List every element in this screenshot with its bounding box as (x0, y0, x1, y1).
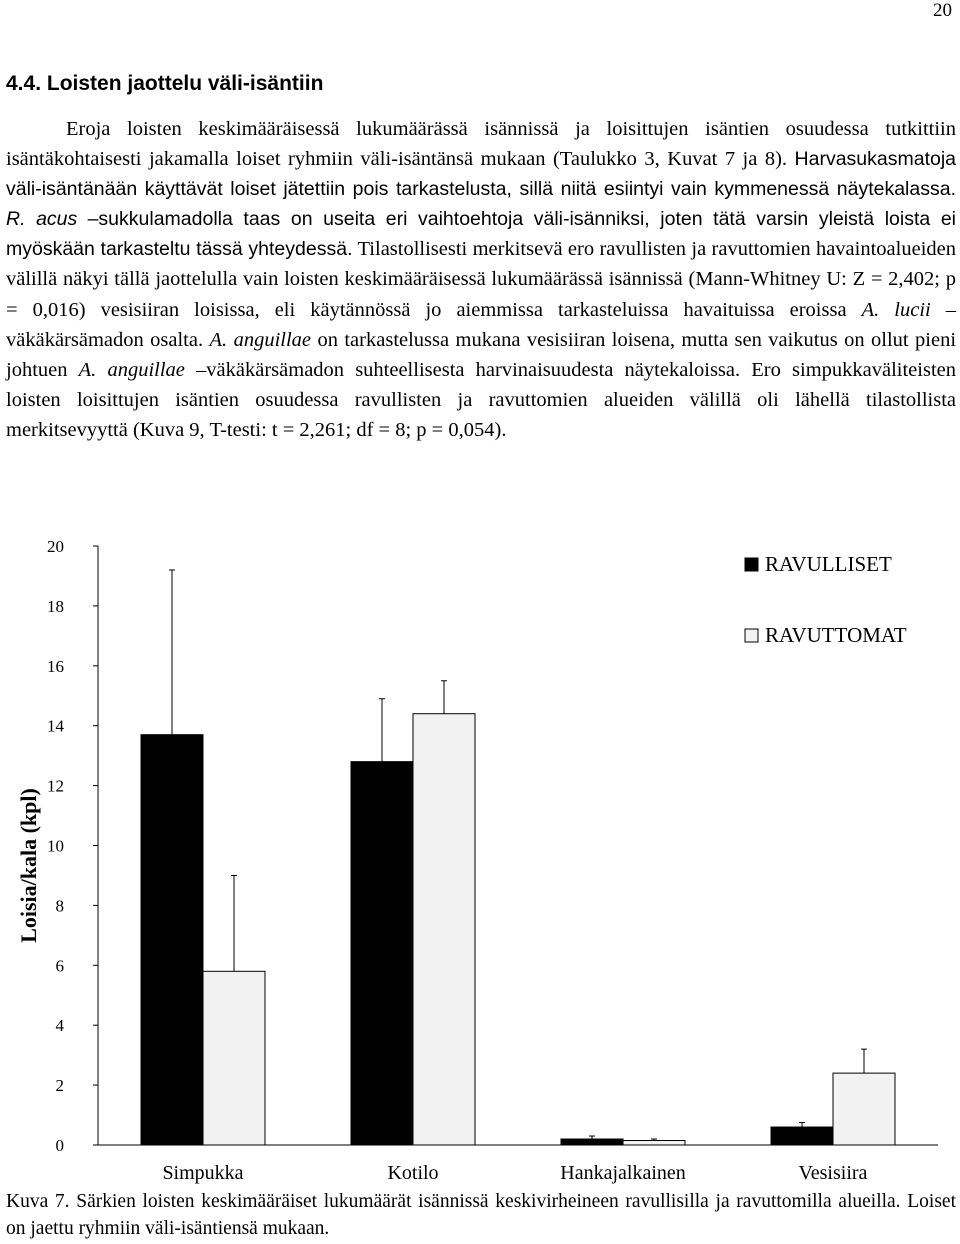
y-tick-label: 12 (47, 776, 64, 796)
y-tick-label: 0 (55, 1136, 64, 1155)
section-heading: 4.4. Loisten jaottelu väli-isäntiin (6, 72, 324, 95)
y-tick-label: 10 (47, 836, 64, 856)
species-a-anguillae-2: A. anguillae (78, 358, 185, 381)
bar-ravulliset-simpukka (141, 735, 203, 1145)
species-a-anguillae: A. anguillae (209, 328, 312, 351)
legend-swatch (745, 558, 758, 571)
sentence-4: Tilastollisesti merkitsevä ero ravullisten ja ravuttomien havaintoalueiden välillä näkyi tällä jaottelulla vain loisten keskimääräisessä lukumäärässä isännissä (Mann-Whitney U: Z = 2,402; p = 0,016) vesisiiran loisissa, eli käytännössä jo aiemmissa tarkasteluissa havaituissa eroissa (6, 238, 956, 321)
species-a-lucii: A. lucii (861, 298, 931, 321)
y-tick-label: 18 (47, 596, 64, 616)
page-number: 20 (933, 0, 952, 21)
y-tick-label: 20 (47, 537, 64, 556)
bar-ravulliset-kotilo (351, 762, 413, 1145)
legend-label: RAVULLISET (765, 552, 892, 576)
bar-ravuttomat-hankajalkainen (623, 1141, 685, 1145)
y-tick-label: 4 (55, 1016, 64, 1036)
legend-label: RAVUTTOMAT (765, 623, 907, 647)
x-category-label: Kotilo (387, 1162, 439, 1184)
sentence-4-end: –väkäkärsämadon osalta. (6, 298, 957, 351)
x-category-label: Hankajalkainen (560, 1162, 686, 1184)
sentence-5-end: –väkäkärsämadon suhteellisesta harvinaisuudesta näytekaloissa. (196, 358, 741, 381)
x-category-label: Vesisiira (798, 1162, 868, 1184)
y-axis-label: Loisia/kala (kpl) (16, 788, 41, 943)
y-tick-label: 8 (55, 896, 64, 916)
y-tick-label: 2 (55, 1076, 64, 1096)
y-tick-label: 16 (47, 656, 64, 676)
legend-swatch (745, 629, 758, 642)
sentence-6: Ero simpukkaväliteisten loisten loisittujen isäntien osuudessa ravullisten ja ravuttomien alueiden välillä oli lähellä tilastollista merkitsevyyttä (Kuva 9, T-testi: t = 2,261; df = 8; p = 0,054). (6, 358, 956, 441)
bar-ravuttomat-kotilo (413, 714, 475, 1145)
sentence-1: Eroja loisten keskimääräisessä lukumäärässä isännissä ja loisittujen isäntien osuudessa tutkittiin isäntäkohtaisesti jakamalla loiset ryhmiin väli-isäntänsä mukaan (Taulukko 3, Kuvat 7 ja 8). (6, 118, 956, 171)
x-category-label: Simpukka (162, 1162, 244, 1184)
bar-ravuttomat-vesisiira (833, 1073, 895, 1145)
body-paragraph (6, 114, 956, 445)
sentence-3: –sukkulamadolla taas on useita eri vaihtoehtoja väli-isänniksi, joten tätä varsin yleistä loista ei myöskään tarkasteltu tässä yhteydessä. (6, 208, 957, 261)
y-tick-label: 6 (55, 956, 64, 976)
bar-ravulliset-hankajalkainen (561, 1139, 623, 1145)
sentence-2: Harvasukasmatoja väli-isäntänään käyttävät loiset jätettiin pois tarkastelusta, sillä niitä esiintyi vain kymmenessä näytekalassa. (6, 148, 957, 201)
sentence-5: on tarkastelussa mukana vesisiiran loisena, mutta sen vaikutus on ollut pieni johtuen (6, 328, 957, 381)
bar-ravulliset-vesisiira (771, 1127, 833, 1145)
bar-ravuttomat-simpukka (203, 971, 265, 1145)
bar-chart (0, 530, 960, 1190)
y-tick-label: 14 (47, 716, 64, 736)
figure-caption: Kuva 7. Särkien loisten keskimääräiset lukumäärät isännissä keskivirheineen ravullisilla ja ravuttomilla alueilla. Loiset on jaettu ryhmiin väli-isäntiensä mukaan. (6, 1191, 956, 1239)
species-r-acus: R. acus (6, 208, 78, 231)
